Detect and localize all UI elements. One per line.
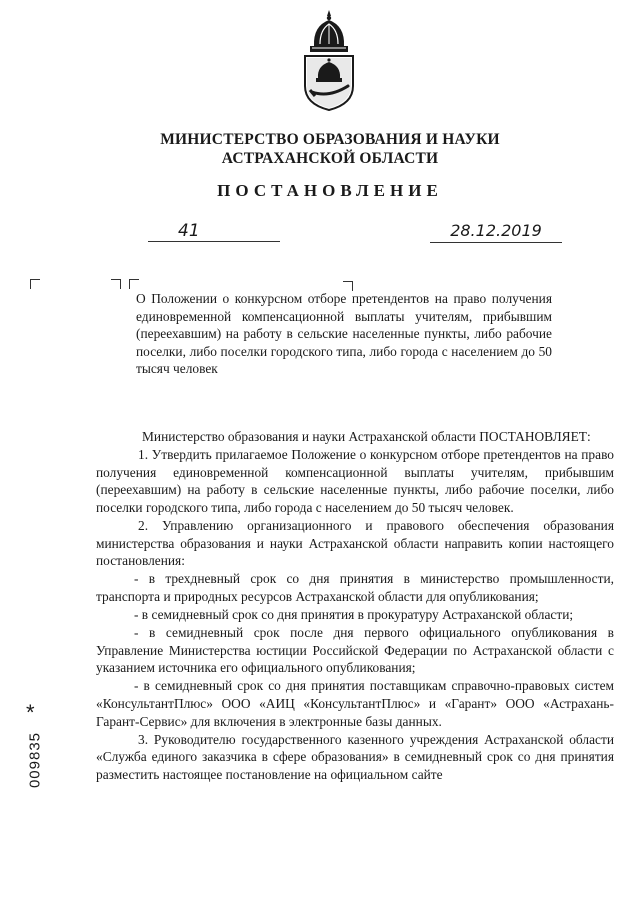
margin-asterisk: *: [26, 700, 35, 725]
body-item-1: 1. Утвердить прилагаемое Положение о конкурсном отборе претендентов на право получения единовременной компенсационной выплаты учителям, прибывшим (переехавшим) на работу в сельские населенные пункты, либо рабочие поселки, либо поселки городского типа, либо города с населением до 50 тысяч человек.: [96, 447, 614, 515]
ministry-name-line1: МИНИСТЕРСТВО ОБРАЗОВАНИЯ И НАУКИ: [160, 131, 500, 148]
corner-mark-subject-start: [129, 279, 139, 289]
document-number: 41: [148, 216, 280, 242]
corner-mark-left: [30, 279, 40, 289]
body-item-3: 3. Руководителю государственного казенного учреждения Астраханской области «Служба единого заказчика в сфере образования» в семидневный срок со дня принятия разместить настоящее постановление на официальном сайте: [96, 731, 614, 782]
document-date: 28.12.2019: [430, 216, 562, 243]
coat-of-arms-icon: [296, 6, 362, 114]
document-type-title: ПОСТАНОВЛЕНИЕ: [217, 181, 443, 200]
document-body: [96, 428, 614, 783]
body-bullet-3: - в семидневный срок после дня первого официального опубликования в Управление Министерства юстиции Российской Федерации по Астраханской области с указанием источника его официального опубликования;: [96, 625, 614, 676]
ministry-name: [120, 130, 540, 168]
body-bullet-1: - в трехдневный срок со дня принятия в министерство промышленности, транспорта и природных ресурсов Астраханской области для опубликования;: [96, 571, 614, 604]
ministry-name-line2: АСТРАХАНСКОЙ ОБЛАСТИ: [221, 150, 439, 167]
document-subject: О Положении о конкурсном отборе претендентов на право получения единовременной компенсационной выплаты учителям, прибывшим (переехавшим) на работу в сельские населенные пункты, либо рабочие поселки, либо поселки городского типа, либо города с населением до 50 тысяч человек: [136, 291, 552, 377]
margin-serial-number: [17, 700, 53, 820]
body-bullet-2: - в семидневный срок со дня принятия в прокуратуру Астраханской области;: [134, 606, 574, 622]
margin-serial-text: 009835: [26, 731, 44, 789]
body-intro: Министерство образования и науки Астраханской области ПОСТАНОВЛЯЕТ:: [142, 429, 591, 444]
corner-mark-left-b: [111, 279, 121, 289]
body-bullet-4: - в семидневный срок со дня принятия поставщикам справочно-правовых систем «КонсультантПлюс» ООО «АИЦ «КонсультантПлюс» и «Гарант» ООО «Астрахань-Гарант-Сервис» для включения в электронные базы данных.: [96, 678, 614, 729]
body-item-2: 2. Управлению организационного и правового обеспечения образования министерства образования и науки Астраханской области направить копии настоящего постановления:: [96, 517, 614, 569]
